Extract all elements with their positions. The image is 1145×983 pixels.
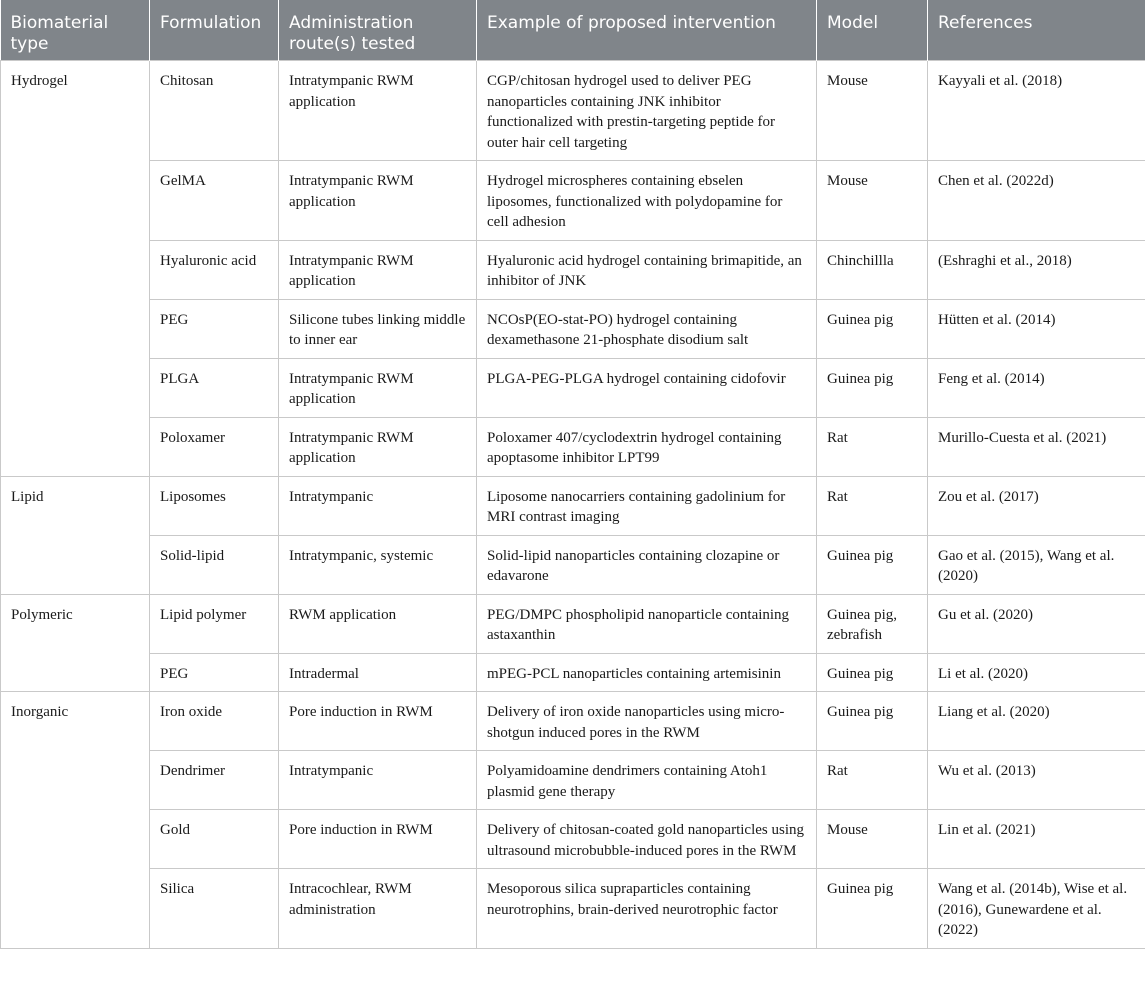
intervention-cell: Hydrogel microspheres containing ebselen liposomes, functionalized with polydopamine for cell adhesion bbox=[477, 161, 817, 241]
route-cell: Intratympanic RWM application bbox=[279, 161, 477, 241]
formulation-cell: Chitosan bbox=[150, 61, 279, 161]
intervention-cell: CGP/chitosan hydrogel used to deliver PEG nanoparticles containing JNK inhibitor functionalized with prestin-targeting peptide for outer hair cell targeting bbox=[477, 61, 817, 161]
model-cell: Guinea pig bbox=[817, 692, 928, 751]
route-cell: Intratympanic bbox=[279, 476, 477, 535]
formulation-cell: Hyaluronic acid bbox=[150, 240, 279, 299]
references-cell: Feng et al. (2014) bbox=[928, 358, 1145, 417]
biomaterial-type-cell: Lipid bbox=[1, 476, 150, 594]
model-cell: Rat bbox=[817, 476, 928, 535]
model-cell: Guinea pig bbox=[817, 653, 928, 692]
table-row bbox=[1, 476, 1145, 535]
route-cell: Intratympanic RWM application bbox=[279, 240, 477, 299]
intervention-cell: Mesoporous silica supraparticles containing neurotrophins, brain-derived neurotrophic factor bbox=[477, 869, 817, 949]
table-row bbox=[1, 869, 1145, 949]
header-intervention: Example of proposed intervention bbox=[477, 0, 817, 61]
header-administration-route: Administration route(s) tested bbox=[279, 0, 477, 61]
references-cell: (Eshraghi et al., 2018) bbox=[928, 240, 1145, 299]
route-cell: Intratympanic RWM application bbox=[279, 61, 477, 161]
references-cell: Li et al. (2020) bbox=[928, 653, 1145, 692]
intervention-cell: Delivery of chitosan-coated gold nanoparticles using ultrasound microbubble-induced pores in the RWM bbox=[477, 810, 817, 869]
intervention-cell: Delivery of iron oxide nanoparticles using micro-shotgun induced pores in the RWM bbox=[477, 692, 817, 751]
model-cell: Guinea pig, zebrafish bbox=[817, 594, 928, 653]
formulation-cell: Dendrimer bbox=[150, 751, 279, 810]
references-cell: Hütten et al. (2014) bbox=[928, 299, 1145, 358]
table-body bbox=[1, 61, 1145, 949]
intervention-cell: mPEG-PCL nanoparticles containing artemisinin bbox=[477, 653, 817, 692]
table-row bbox=[1, 240, 1145, 299]
route-cell: Intradermal bbox=[279, 653, 477, 692]
formulation-cell: Lipid polymer bbox=[150, 594, 279, 653]
model-cell: Guinea pig bbox=[817, 358, 928, 417]
route-cell: RWM application bbox=[279, 594, 477, 653]
header-formulation: Formulation bbox=[150, 0, 279, 61]
references-cell: Lin et al. (2021) bbox=[928, 810, 1145, 869]
biomaterial-type-cell: Polymeric bbox=[1, 594, 150, 692]
table-header bbox=[1, 0, 1145, 61]
formulation-cell: Liposomes bbox=[150, 476, 279, 535]
table-row bbox=[1, 535, 1145, 594]
table-row bbox=[1, 751, 1145, 810]
table-row bbox=[1, 653, 1145, 692]
references-cell: Wu et al. (2013) bbox=[928, 751, 1145, 810]
formulation-cell: GelMA bbox=[150, 161, 279, 241]
intervention-cell: Solid-lipid nanoparticles containing clozapine or edavarone bbox=[477, 535, 817, 594]
table-row bbox=[1, 417, 1145, 476]
header-references: References bbox=[928, 0, 1145, 61]
table-row bbox=[1, 594, 1145, 653]
table-row bbox=[1, 61, 1145, 161]
formulation-cell: Silica bbox=[150, 869, 279, 949]
references-cell: Kayyali et al. (2018) bbox=[928, 61, 1145, 161]
model-cell: Guinea pig bbox=[817, 869, 928, 949]
model-cell: Chinchillla bbox=[817, 240, 928, 299]
formulation-cell: Gold bbox=[150, 810, 279, 869]
formulation-cell: PLGA bbox=[150, 358, 279, 417]
biomaterial-type-cell: Hydrogel bbox=[1, 61, 150, 477]
table-row bbox=[1, 692, 1145, 751]
table-row bbox=[1, 299, 1145, 358]
route-cell: Intracochlear, RWM administration bbox=[279, 869, 477, 949]
model-cell: Mouse bbox=[817, 61, 928, 161]
table-row bbox=[1, 810, 1145, 869]
intervention-cell: NCOsP(EO-stat-PO) hydrogel containing dexamethasone 21-phosphate disodium salt bbox=[477, 299, 817, 358]
references-cell: Chen et al. (2022d) bbox=[928, 161, 1145, 241]
formulation-cell: Solid-lipid bbox=[150, 535, 279, 594]
references-cell: Gu et al. (2020) bbox=[928, 594, 1145, 653]
intervention-cell: PEG/DMPC phospholipid nanoparticle containing astaxanthin bbox=[477, 594, 817, 653]
formulation-cell: PEG bbox=[150, 299, 279, 358]
table-row bbox=[1, 358, 1145, 417]
references-cell: Gao et al. (2015), Wang et al. (2020) bbox=[928, 535, 1145, 594]
formulation-cell: Poloxamer bbox=[150, 417, 279, 476]
intervention-cell: Poloxamer 407/cyclodextrin hydrogel containing apoptasome inhibitor LPT99 bbox=[477, 417, 817, 476]
route-cell: Intratympanic RWM application bbox=[279, 417, 477, 476]
route-cell: Silicone tubes linking middle to inner ear bbox=[279, 299, 477, 358]
formulation-cell: PEG bbox=[150, 653, 279, 692]
route-cell: Intratympanic RWM application bbox=[279, 358, 477, 417]
route-cell: Intratympanic bbox=[279, 751, 477, 810]
header-biomaterial-type: Biomaterial type bbox=[1, 0, 150, 61]
model-cell: Mouse bbox=[817, 161, 928, 241]
model-cell: Rat bbox=[817, 751, 928, 810]
references-cell: Liang et al. (2020) bbox=[928, 692, 1145, 751]
header-model: Model bbox=[817, 0, 928, 61]
route-cell: Intratympanic, systemic bbox=[279, 535, 477, 594]
table-row bbox=[1, 161, 1145, 241]
model-cell: Mouse bbox=[817, 810, 928, 869]
model-cell: Guinea pig bbox=[817, 535, 928, 594]
route-cell: Pore induction in RWM bbox=[279, 810, 477, 869]
model-cell: Rat bbox=[817, 417, 928, 476]
route-cell: Pore induction in RWM bbox=[279, 692, 477, 751]
model-cell: Guinea pig bbox=[817, 299, 928, 358]
intervention-cell: Liposome nanocarriers containing gadolinium for MRI contrast imaging bbox=[477, 476, 817, 535]
intervention-cell: Polyamidoamine dendrimers containing Atoh1 plasmid gene therapy bbox=[477, 751, 817, 810]
references-cell: Zou et al. (2017) bbox=[928, 476, 1145, 535]
references-cell: Wang et al. (2014b), Wise et al. (2016), Gunewardene et al. (2022) bbox=[928, 869, 1145, 949]
formulation-cell: Iron oxide bbox=[150, 692, 279, 751]
references-cell: Murillo-Cuesta et al. (2021) bbox=[928, 417, 1145, 476]
biomaterial-type-cell: Inorganic bbox=[1, 692, 150, 949]
intervention-cell: PLGA-PEG-PLGA hydrogel containing cidofovir bbox=[477, 358, 817, 417]
header-row bbox=[1, 0, 1145, 61]
intervention-cell: Hyaluronic acid hydrogel containing brimapitide, an inhibitor of JNK bbox=[477, 240, 817, 299]
